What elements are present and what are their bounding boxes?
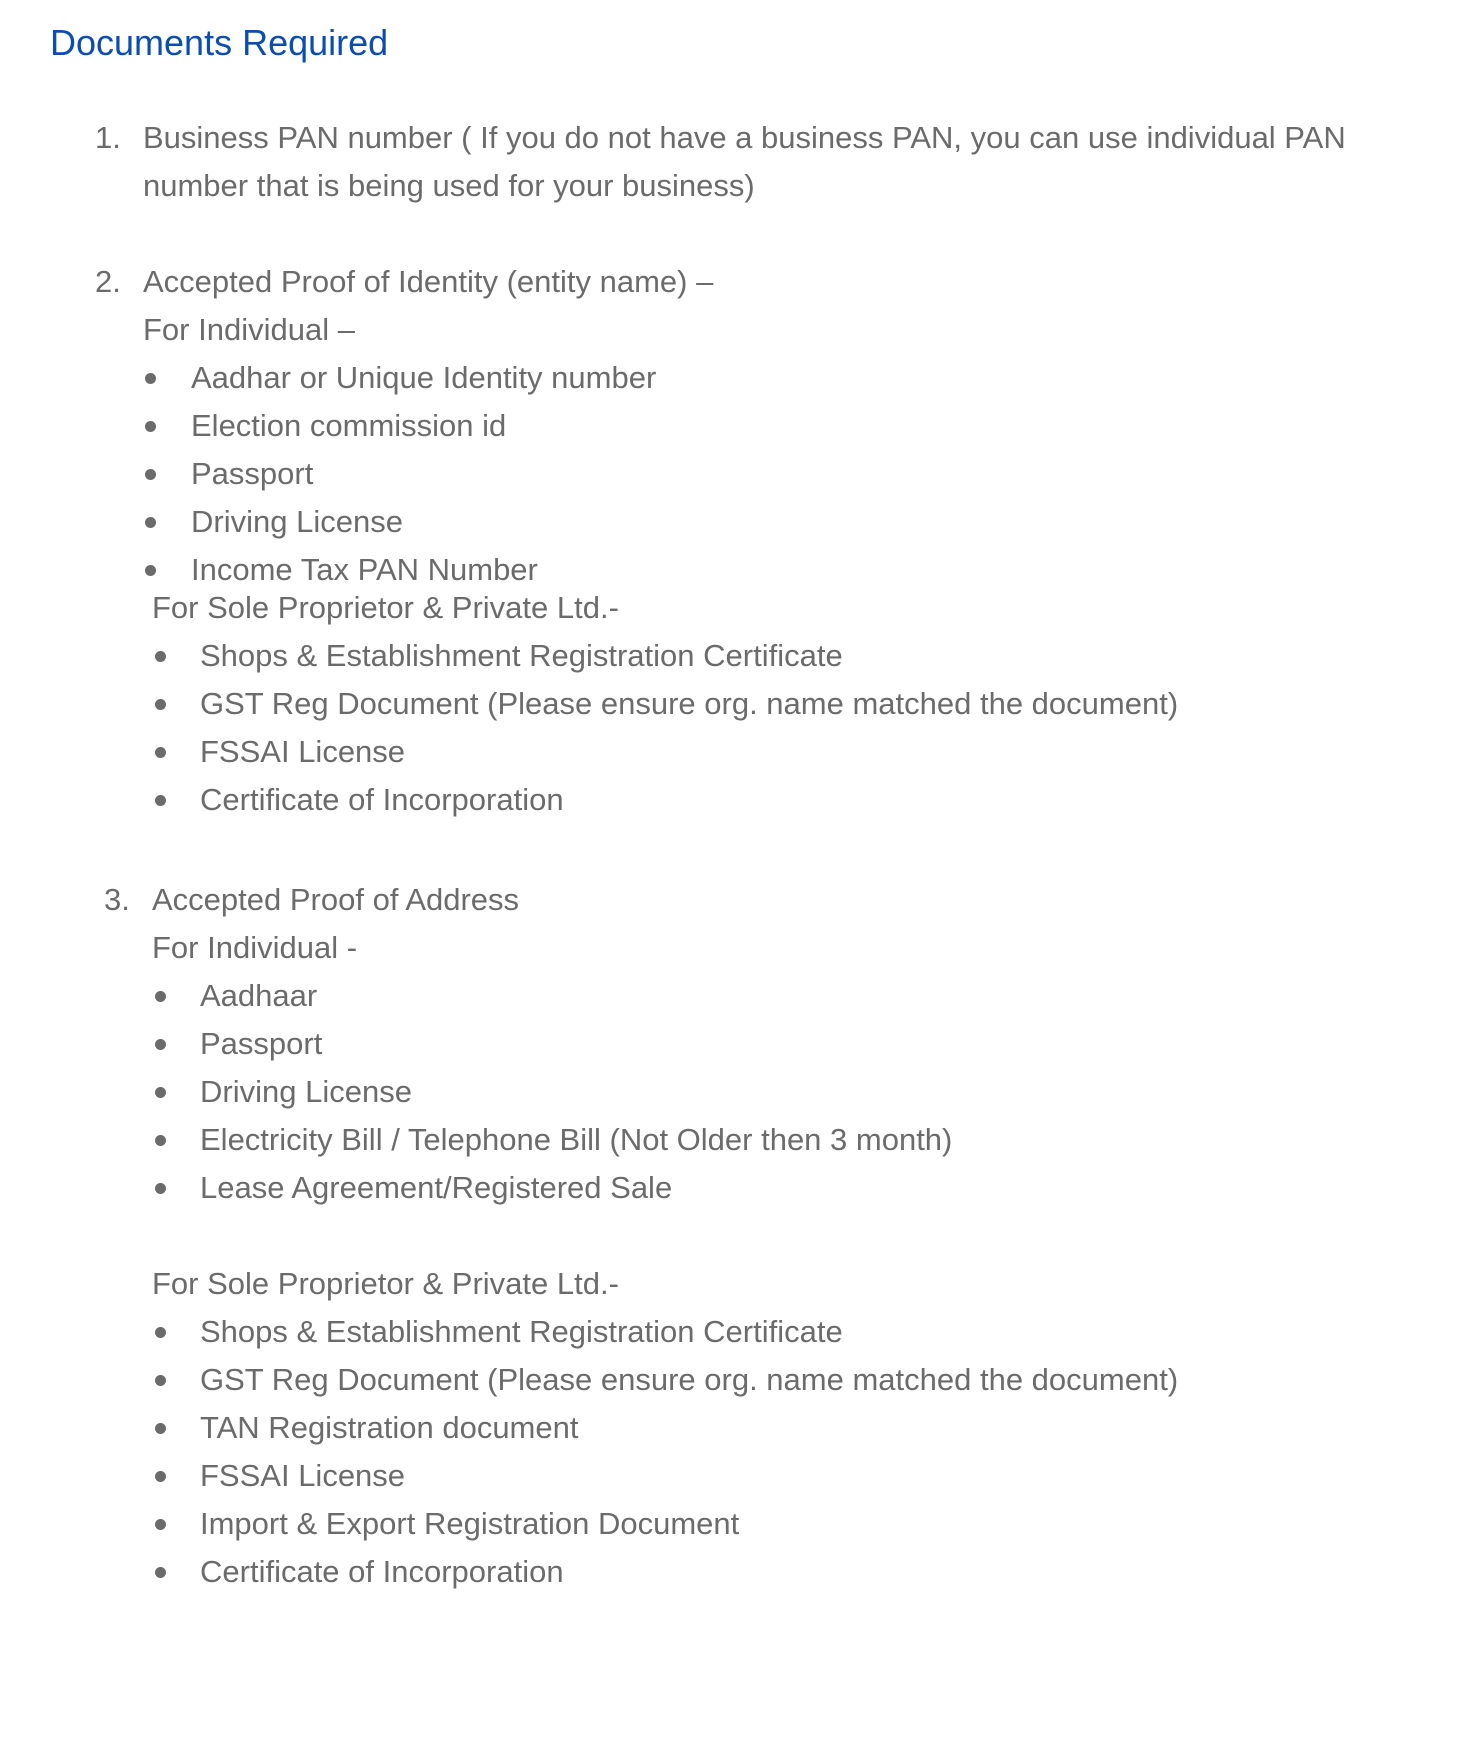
bullet-icon: [155, 1087, 166, 1098]
item-3-heading: Accepted Proof of Address: [152, 882, 520, 917]
bullet-icon: [155, 651, 166, 662]
item-2-number: 2.: [95, 264, 121, 299]
page-title: Documents Required: [50, 22, 389, 63]
bullet-icon: [155, 747, 166, 758]
bullet-icon: [155, 1471, 166, 1482]
bullet-icon: [155, 1183, 166, 1194]
item-3-number: 3.: [104, 882, 130, 917]
bullet-icon: [145, 373, 156, 384]
bullet-icon: [155, 1039, 166, 1050]
bullet-icon: [155, 1375, 166, 1386]
item-2-business-label: For Sole Proprietor & Private Ltd.-: [152, 590, 619, 625]
bullet-icon: [145, 565, 156, 576]
item-2-individual-label: For Individual –: [143, 312, 355, 347]
item-3-business-label: For Sole Proprietor & Private Ltd.-: [152, 1266, 619, 1301]
bullet-icon: [155, 1135, 166, 1146]
bullet-icon: [155, 991, 166, 1002]
bullet-icon: [155, 1567, 166, 1578]
item-1-number: 1.: [95, 120, 121, 155]
item-3-individual-label: For Individual -: [152, 930, 358, 965]
item-2-heading: Accepted Proof of Identity (entity name) –: [143, 264, 714, 299]
item-1-text-line-1: Business PAN number ( If you do not have a business PAN, you can use individual PAN: [143, 120, 1346, 155]
bullet-icon: [155, 795, 166, 806]
bullet-icon: [145, 517, 156, 528]
bullet-icon: [155, 1327, 166, 1338]
bullet-icon: [155, 699, 166, 710]
bullet-icon: [145, 421, 156, 432]
bullet-icon: [155, 1423, 166, 1434]
document-page: Documents Required 1. Business PAN number ( If you do not have a business PAN, you can use individual PAN number that is being used for your business) 2. Accepted Proof of Identity (entity name) – For Individual – Aadhar or Unique Identity number Election commission id Passport Driving License Income Tax PAN Number For Sole Proprietor & Private Ltd.- Shops & Establishment Registration Certificate GST Reg Document (Please ensure org. name matched the document) FSSAI License Certificate of Incorporation 3. Accepted Proof of Address For Individual - Aadhaar Passport Driving License Electricity Bill / Telephone Bill (Not Older then 3 month) Lease Agreement/Registered Sale For Sole Proprietor & Private Ltd.- Shops & Establishment Registration Certificate GST Reg Document (Please ensure org. name matched the document) TAN Registration document FSSAI License Import & Export Registration Document Certificate of Incorporation: [0, 0, 1468, 1744]
bullet-icon: [145, 469, 156, 480]
item-1-text-line-2: number that is being used for your business): [143, 168, 755, 203]
bullet-icon: [155, 1519, 166, 1530]
